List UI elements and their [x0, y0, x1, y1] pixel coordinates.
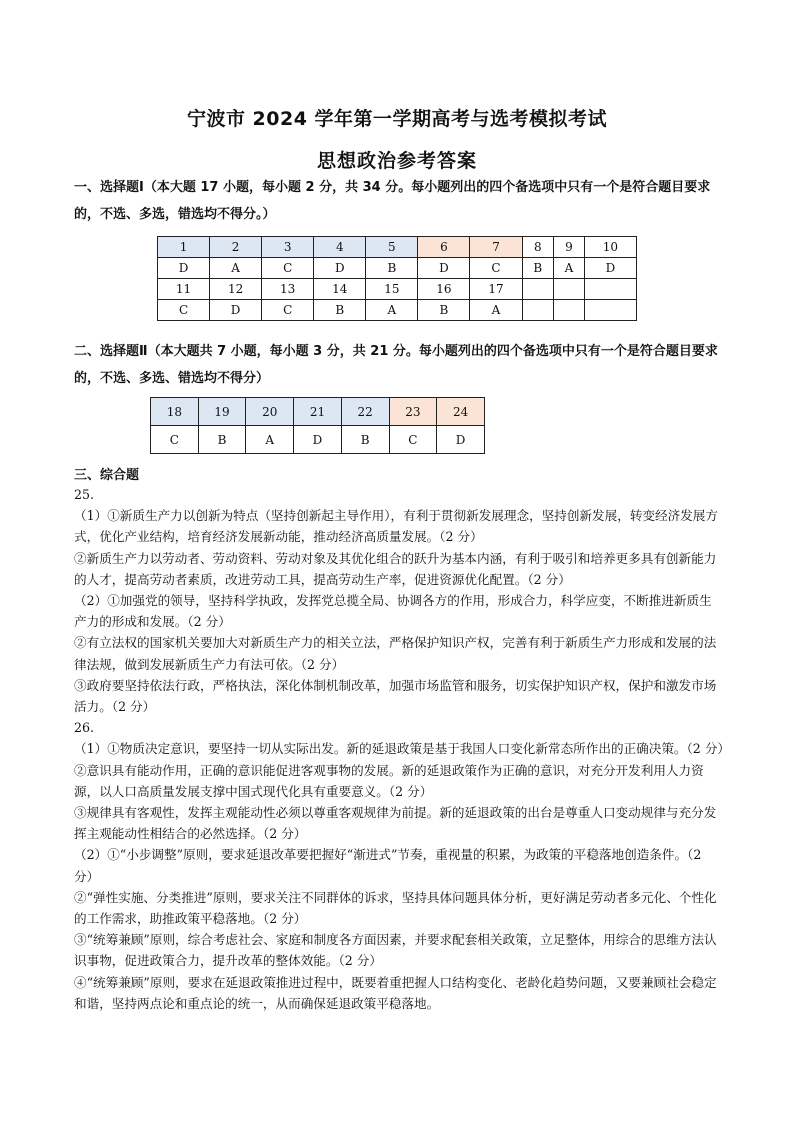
table-cell: D: [294, 426, 342, 454]
table-cell: 17: [470, 279, 522, 300]
answer-paragraph: ③规律具有客观性，发挥主观能动性必须以尊重客观规律为前提。新的延退政策的出台是尊重人口变动规律与充分发挥主观能动性相结合的必然选择。（2 分）: [74, 805, 717, 842]
table-cell: B: [198, 426, 246, 454]
table-row: [158, 279, 637, 300]
table-row: [151, 398, 485, 426]
answer-paragraph: ③“统筹兼顾”原则，综合考虑社会、家庭和制度各方面因素，并要求配套相关政策，立足整体，用综合的思维方法认识事物，促进政策合力，提升改革的整体效能。（2 分）: [74, 932, 717, 969]
table-cell: [522, 279, 553, 300]
table-row: [158, 237, 637, 258]
table-cell: 9: [553, 237, 584, 258]
table-cell: 19: [198, 398, 246, 426]
section1-heading: 一、选择题Ⅰ（本大题 17 小题，每小题 2 分，共 34 分。每小题列出的四个备选项中只有一个是符合题目要求的，不选、多选，错选均不得分。）: [74, 180, 711, 222]
table-cell: 7: [470, 237, 522, 258]
table-cell: 3: [262, 237, 314, 258]
answer-paragraph: ④“统筹兼顾”原则，要求在延退政策推进过程中，既要着重把握人口结构变化、老龄化趋势问题，又要兼顾社会稳定和谐，坚持两点论和重点论的统一，从而确保延退政策平稳落地。: [74, 974, 717, 1011]
table-cell: D: [314, 258, 366, 279]
table-cell: [553, 300, 584, 321]
table-cell: A: [553, 258, 584, 279]
table-cell: C: [151, 426, 199, 454]
answer-table-2: [150, 397, 485, 454]
table-cell: 6: [418, 237, 470, 258]
table-row: [158, 300, 637, 321]
page-subtitle: 思想政治参考答案: [316, 150, 477, 172]
table-cell: 24: [437, 398, 485, 426]
page-title: 宁波市 2024 学年第一学期高考与选考模拟考试: [186, 108, 608, 130]
table-cell: C: [158, 300, 210, 321]
section3-heading: 三、综合题: [74, 468, 140, 483]
table-cell: B: [522, 258, 553, 279]
table-cell: [553, 279, 584, 300]
answer-paragraph: （2）①加强党的领导，坚持科学执政，发挥党总揽全局、协调各方的作用，形成合力，科学应变，不断推进新质生产力的形成和发展。（2 分）: [74, 593, 712, 630]
table-cell: 20: [246, 398, 294, 426]
table-cell: [522, 300, 553, 321]
answer-paragraph: （1）①物质决定意识，要坚持一切从实际出发。新的延退政策是基于我国人口变化新常态所作出的正确决策。（2 分）: [74, 741, 731, 757]
table-cell: B: [314, 300, 366, 321]
answer-paragraph: （1）①新质生产力以创新为特点（坚持创新起主导作用），有利于贯彻新发展理念，坚持创新发展，转变经济发展方式，优化产业结构，培育经济发展新动能，推动经济高质量发展。（2 分）: [74, 508, 718, 545]
table-cell: A: [366, 300, 418, 321]
table-cell: B: [366, 258, 418, 279]
table-cell: 13: [262, 279, 314, 300]
table-row: [151, 426, 485, 454]
answer-paragraph: ②有立法权的国家机关要加大对新质生产力的相关立法，严格保护知识产权，完善有利于新质生产力形成和发展的法律法规，做到发展新质生产力有法可依。（2 分）: [74, 635, 717, 672]
table-cell: 14: [314, 279, 366, 300]
table-cell: 23: [389, 398, 437, 426]
table-cell: C: [389, 426, 437, 454]
table-cell: 18: [151, 398, 199, 426]
answer-paragraph: 26.: [74, 720, 95, 736]
table-cell: D: [437, 426, 485, 454]
table-cell: A: [470, 300, 522, 321]
table-cell: 16: [418, 279, 470, 300]
table-cell: 1: [158, 237, 210, 258]
table-row: [158, 258, 637, 279]
table-cell: D: [584, 258, 636, 279]
answer-paragraph: ②意识具有能动作用，正确的意识能促进客观事物的发展。新的延退政策作为正确的意识，对充分开发利用人力资源，以人口高质量发展支撑中国式现代化具有重要意义。（2 分）: [74, 762, 704, 799]
table-cell: 10: [584, 237, 636, 258]
answer-paragraph: ②新质生产力以劳动者、劳动资料、劳动对象及其优化组合的跃升为基本内涵，有利于吸引和培养更多具有创新能力的人才，提高劳动者素质，改进劳动工具，提高劳动生产率，促进资源优化配置。（2 分）: [74, 550, 717, 587]
table-cell: 4: [314, 237, 366, 258]
answer-paragraph: （2）①“小步调整”原则，要求延退改革要把握好“渐进式”节奏，重视量的积累，为政策的平稳落地创造条件。（2 分）: [74, 847, 702, 884]
table-cell: 5: [366, 237, 418, 258]
table-cell: D: [158, 258, 210, 279]
table-cell: 12: [210, 279, 262, 300]
answer-paragraph: ③政府要坚持依法行政，严格执法，深化体制机制改革，加强市场监管和服务，切实保护知识产权，保护和激发市场活力。（2 分）: [74, 677, 717, 715]
table-cell: D: [210, 300, 262, 321]
table-cell: D: [418, 258, 470, 279]
table-cell: 22: [341, 398, 389, 426]
table-cell: A: [246, 426, 294, 454]
table-cell: C: [262, 300, 314, 321]
table-cell: A: [210, 258, 262, 279]
section2-heading: 二、选择题Ⅱ（本大题共 7 小题，每小题 3 分，共 21 分。每小题列出的四个备选项中只有一个是符合题目要求的，不选、多选、错选均不得分）: [74, 344, 718, 386]
table-cell: [584, 300, 636, 321]
table-cell: 21: [294, 398, 342, 426]
answer-table-1: [157, 236, 637, 321]
table-cell: 11: [158, 279, 210, 300]
table-cell: B: [418, 300, 470, 321]
essay-answers: [74, 484, 731, 1014]
table-cell: C: [470, 258, 522, 279]
table-cell: B: [341, 426, 389, 454]
answer-paragraph: 25.: [74, 487, 95, 502]
answer-paragraph: ②“弹性实施、分类推进”原则，要求关注不同群体的诉求，坚持具体问题具体分析，更好满足劳动者多元化、个性化的工作需求，助推政策平稳落地。（2 分）: [74, 889, 717, 927]
table-cell: C: [262, 258, 314, 279]
table-cell: 8: [522, 237, 553, 258]
table-cell: 15: [366, 279, 418, 300]
table-cell: [584, 279, 636, 300]
table-cell: 2: [210, 237, 262, 258]
